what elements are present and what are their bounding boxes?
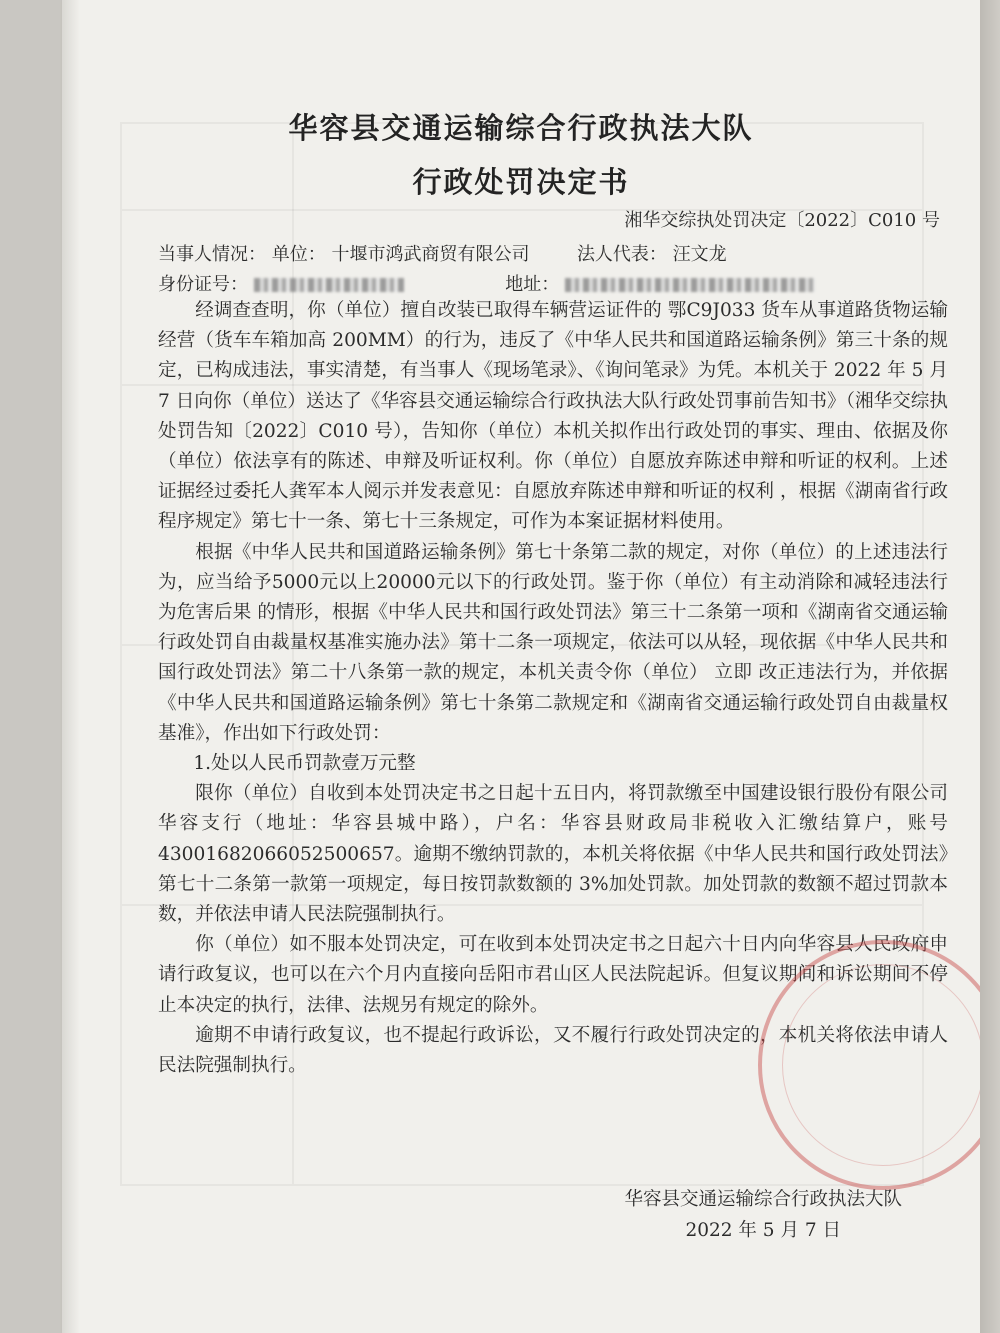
document-title-line2: 行政处罚决定书 [412,165,630,199]
background-edge [980,0,1000,1333]
legal-rep-label: 法人代表： [576,244,667,265]
unit-label: 单位： [271,244,326,265]
official-seal-inner-ring [782,964,980,1166]
address-label: 地址： [505,274,560,295]
legal-rep-value: 汪文龙 [672,244,727,265]
id-address-line [158,270,815,296]
address-redacted [565,278,815,292]
party-label: 当事人情况： [158,244,266,265]
document-page [62,0,980,1333]
signature-block [624,1184,902,1246]
paragraph-appeal: 你（单位）如不服本处罚决定，可在收到本处罚决定书之日起六十日内向华容县人民政府申请行政复议，也可以在六个月内直接向岳阳市君山区人民法院起诉。但复议期间和诉讼期间不停止本决定的执行，法律、法规另有规定的除外。 [158,934,948,1016]
id-number-label: 身份证号： [158,274,248,295]
penalty-item: 1.处以人民币罚款壹万元整 [193,753,416,775]
unit-value: 十堰市鸿武商贸有限公司 [331,244,530,265]
id-number-redacted [254,278,404,292]
paragraph-facts: 经调查查明，你（单位）擅自改装已取得车辆营运证件的 鄂C9J033 货车从事道路货物运输经营（货车车箱加高 200MM）的行为，违反了《中华人民共和国道路运输条例》第三十条的规定，已构成违法，事实清楚，有当事人《现场笔录》、《询问笔录》为凭。本机关于 2022 年 5 月 7 日向你（单位）送达了《华容县交通运输综合行政执法大队行政处罚事前告知书》（湘华交综执处罚告知〔2022〕C010 号），告知你（单位）本机关拟作出行政处罚的事实、理由、依据及你（单位）依法享有的陈述、申辩及听证权利。你（单位）自愿放弃陈述申辩和听证的权利。上述证据经过委托人龚军本人阅示并发表意见：自愿放弃陈述申辩和听证的权利 ，根据《湖南省行政程序规定》第七十一条、第七十三条规定，可作为本案证据材料使用。 [158,300,948,533]
signature-organization: 华容县交通运输综合行政执法大队 [624,1189,902,1210]
document-number: 湘华交综执处罚决定〔2022〕C010 号 [624,210,940,231]
party-info-line [158,240,727,266]
paragraph-enforcement: 逾期不申请行政复议，也不提起行政诉讼，又不履行行政处罚决定的，本机关将依法申请人民法院强制执行。 [158,1024,948,1077]
paragraph-legal-basis: 根据《中华人民共和国道路运输条例》第七十条第二款的规定，对你（单位）的上述违法行为，应当给予5000元以上20000元以下的行政处罚。鉴于你（单位）有主动消除和减轻违法行为危害后果 的情形，根据《中华人民共和国行政处罚法》第三十二条第一项和《湖南省交通运输行政处罚自由裁量权基准实施办法》第十二条一项规定，依法可以从轻，现依据《中华人民共和国行政处罚法》第二十八条第一款的规定，本机关责令你（单位） 立即 改正违法行为，并依据《中华人民共和国道路运输条例》第七十条第二款规定和《湖南省交通运输行政处罚自由裁量权基准》，作出如下行政处罚： [158,541,948,744]
signature-date: 2022 年 5 月 7 日 [685,1220,841,1241]
paragraph-payment: 限你（单位）自收到本处罚决定书之日起十五日内，将罚款缴至中国建设银行股份有限公司华容支行（地址：华容县城中路），户名：华容县财政局非税收入汇缴结算户，账号43001682066052500657。逾期不缴纳罚款的，本机关将依据《中华人民共和国行政处罚法》第七十二条第一款第一项规定，每日按罚款数额的 3%加处罚款。加处罚款的数额不超过罚款本数，并依法申请人民法院强制执行。 [158,783,948,926]
document-title-line1: 华容县交通运输综合行政执法大队 [288,111,754,145]
